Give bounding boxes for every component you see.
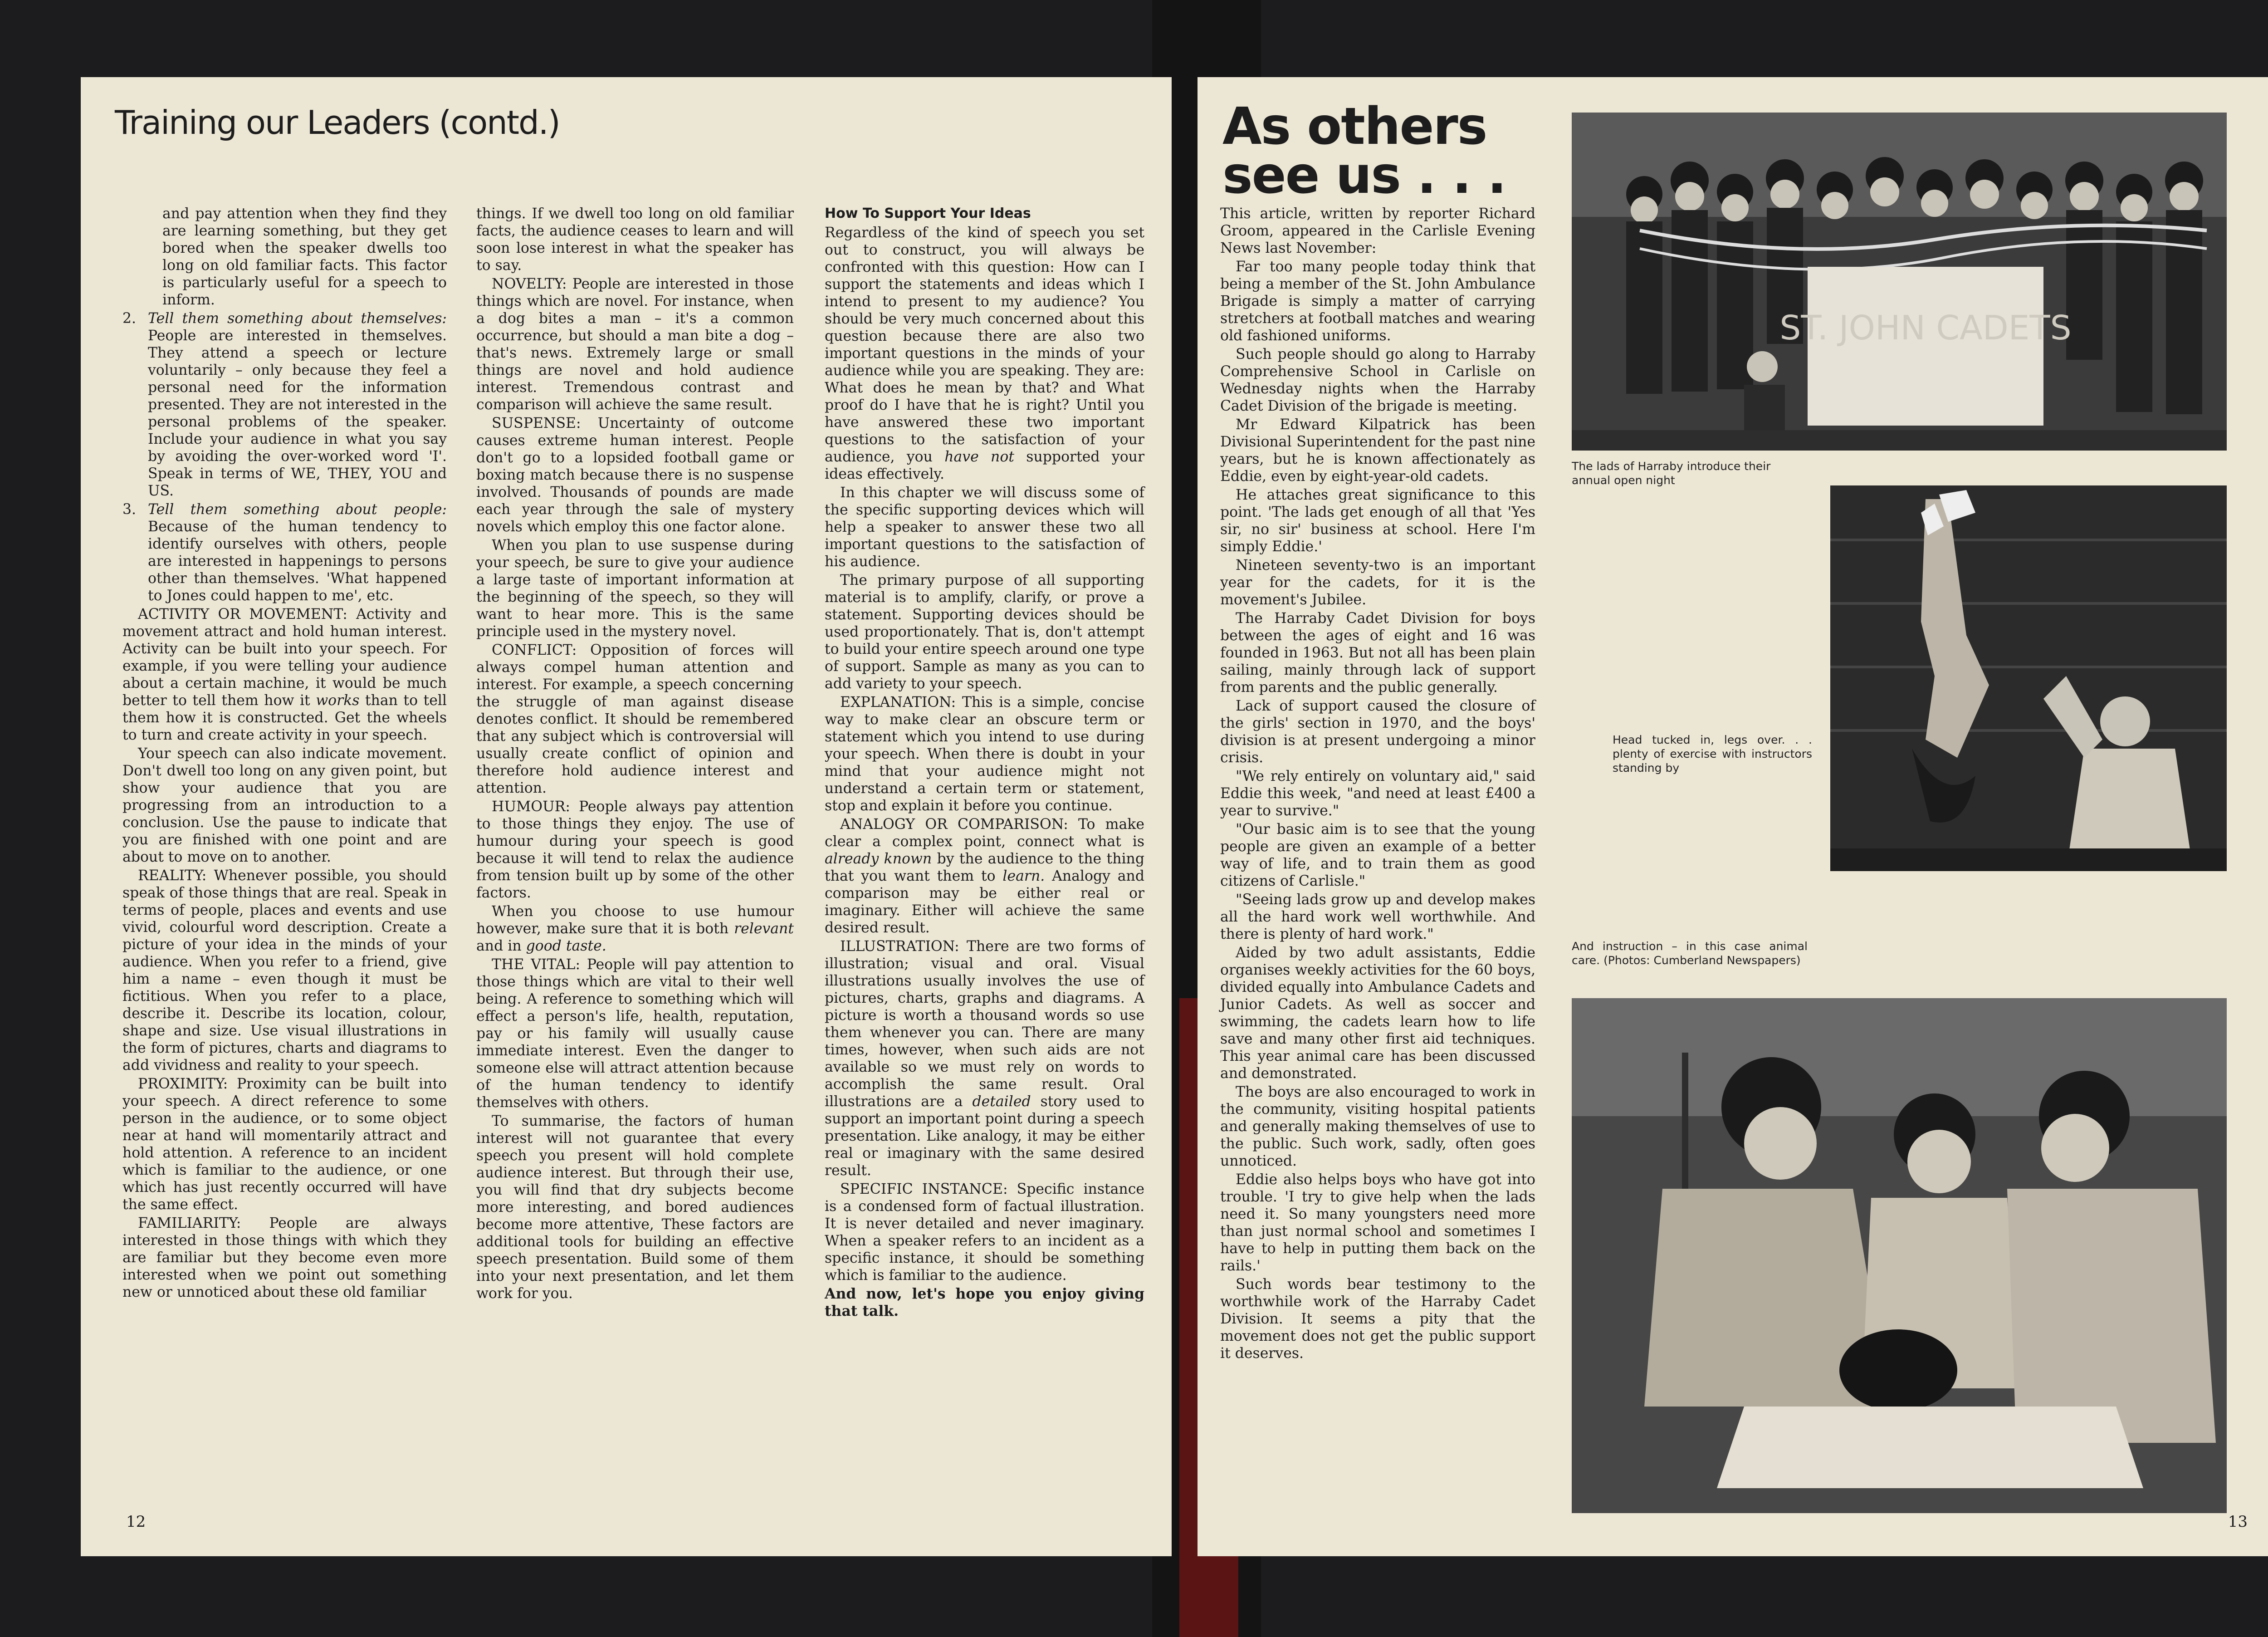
paragraph: Nineteen seventy-two is an important year for the cadets, for it is the movement's Jubilee. — [1220, 557, 1535, 608]
paragraph: When you choose to use humour however, make sure that it is both relevant and in good taste. — [476, 903, 794, 954]
paragraph: "We rely entirely on voluntary aid," said Eddie this week, "and need at least £400 a year to survive." — [1220, 768, 1535, 819]
paragraph: ILLUSTRATION: There are two forms of illustration; visual and oral. Visual illustrations usually involves the use of pictures, charts, graphs and diagrams. A picture is worth a thousand words so use them whenever you can. There are many times, however, when such aids are not available so we must rely on words to accomplish the same result. Oral illustrations are a detailed story used to support an important point during a speech presentation. Like analogy, it may be either real or imaginary with the same desired result. — [825, 938, 1145, 1179]
paragraph: ACTIVITY OR MOVEMENT: Activity and movement attract and hold human interest. Activity can be built into your speech. For example, if you were telling your audience about a certain machine, it would be much better to tell them how it works than to tell them how it is constructed. Get the wheels to turn and create activity in your speech. — [122, 606, 447, 743]
photo-cadets-group-image — [1572, 113, 2227, 451]
paragraph: and pay attention when they find they are learning something, but they get bored when the speaker dwells too long on old familiar facts. This factor is particularly useful for a speech to inform. — [162, 206, 447, 308]
left-page-title: Training our Leaders (contd.) — [115, 103, 560, 142]
caption-photo-2: Head tucked in, legs over. . . plenty of exercise with instructors standing by — [1613, 733, 1812, 774]
left-column-3 — [825, 205, 1144, 1321]
paragraph: "Seeing lads grow up and develop makes all the hard work well worthwhile. And there is plenty of hard work." — [1220, 892, 1535, 942]
paragraph: "Our basic aim is to see that the young people are given an example of a better way of life, and to train them as good citizens of Carlisle." — [1220, 821, 1535, 889]
article-column — [1220, 205, 1535, 1363]
paragraph: PROXIMITY: Proximity can be built into your speech. A direct reference to some person in the audience, or to some object near at hand will momentarily attract and hold attention. A reference to an incident which is familiar to the audience, or one which has just recently occurred will have the same effect. — [122, 1076, 447, 1213]
left-column-1 — [122, 205, 447, 1302]
list-number: 2. — [122, 310, 137, 327]
paragraph: CONFLICT: Opposition of forces will always compel human attention and interest. For example, a speech concerning the struggle of man against disease denotes conflict. It should be remembered that any subject which is controversial will usually create conflict of opinion and therefore hold audience interest and attention. — [476, 642, 794, 796]
paragraph: Such words bear testimony to the worthwhile work of the Harraby Cadet Division. It seems a pity that the movement does not get the public support it deserves. — [1220, 1276, 1535, 1362]
page-number: 12 — [126, 1513, 146, 1531]
paragraph: FAMILIARITY: People are always interested in those things with which they are familiar but they become even more interested when we point out something new or unnoticed about these old familiar — [122, 1215, 447, 1300]
paragraph: ANALOGY OR COMPARISON: To make clear a complex point, connect what is already known by the audience to the thing that you want them to learn. Analogy and comparison may be either real or imaginary. Either will achieve the same desired result. — [825, 816, 1145, 936]
title-line: As others — [1222, 97, 1487, 156]
paragraph: The Harraby Cadet Division for boys between the ages of eight and 16 was founded in 1963. But not all has been plain sailing, mainly through lack of support from parents and the public generally. — [1220, 610, 1535, 696]
banner-text: ST. JOHN CADETS — [1779, 309, 2072, 348]
paragraph: Lack of support caused the closure of the girls' section in 1970, and the boys' division is at present undergoing a minor crisis. — [1220, 698, 1535, 766]
list-lead: Tell them something about people: — [148, 501, 447, 518]
paragraph: EXPLANATION: This is a simple, concise way to make clear an obscure term or statement which you intend to use during your speech. When there is doubt in your mind that your audience might not understand a certain term or statement, stop and explain it before you continue. — [825, 694, 1144, 814]
paragraph: In this chapter we will discuss some of the specific supporting devices which will help a speaker to answer these two all important questions to the satisfaction of his audience. — [825, 485, 1144, 570]
paragraph: HUMOUR: People always pay attention to those things they enjoy. The use of humour during your speech is good because it will tend to relax the audience from tension built up by some of the other factors. — [476, 799, 794, 901]
photo-gymnastics-image — [1830, 485, 2227, 871]
paragraph: SPECIFIC INSTANCE: Specific instance is a condensed form of factual illustration. It is never detailed and never imaginary. When a speaker refers to an incident as a specific instance, it should be something which is familiar to the audience. — [825, 1181, 1144, 1284]
numbered-list — [122, 310, 447, 604]
left-page — [81, 77, 1172, 1556]
paragraph: Regardless of the kind of speech you set out to construct, you will always be confronted with this question: How can I support the statements and ideas which I intend to present to my audience? You should be very much concerned about this question because there are also two important questions in the minds of your audience while you are speaking. They are: What does he mean by that? and What proof do I have that he is right? Until you have answered these two important questions to the satisfaction of your audience, you have not supported your ideas effectively. — [825, 225, 1145, 482]
paragraph: Mr Edward Kilpatrick has been Divisional Superintendent for the past nine years, but he is known affectionately as Eddie, even by eight-year-old cadets. — [1220, 417, 1535, 485]
photo-animal-care-image — [1572, 998, 2227, 1513]
paragraph: When you plan to use suspense during your speech, be sure to give your audience a large taste of important information at the beginning of the speech, so they will want to hear more. This is the same principle used in the mystery novel. — [476, 537, 794, 640]
paragraph: Far too many people today think that being a member of the St. John Ambulance Brigade is simply a matter of carrying stretchers at football matches and wearing old fashioned uniforms. — [1220, 259, 1535, 344]
left-column-2 — [476, 205, 794, 1304]
paragraph: Aided by two adult assistants, Eddie organises weekly activities for the 60 boys, divided equally into Ambulance Cadets and Junior Cadets. As well as soccer and swimming, the cadets learn how to life save and many other first aid techniques. This year animal care has been discussed and demonstrated. — [1220, 945, 1535, 1082]
paragraph: NOVELTY: People are interested in those things which are novel. For instance, when a dog bites a man – it's a common occurrence, but should a man bite a dog – that's news. Extremely large or small things are novel and hold audience interest. Tremendous contrast and comparison will achieve the same result. — [476, 276, 794, 413]
paragraph: The boys are also encouraged to work in the community, visiting hospital patients and generally making themselves of use to the public. Such work, sadly, often goes unnoticed. — [1220, 1084, 1535, 1169]
paragraph: SUSPENSE: Uncertainty of outcome causes extreme human interest. People don't go to a lopsided football game or boxing match because there is no suspense involved. Thousands of pounds are made each year through the sale of mystery novels which employ this one factor alone. — [476, 415, 794, 535]
caption-photo-1: The lads of Harraby introduce their annual open night — [1572, 460, 1771, 487]
photo-cadets-group — [1572, 113, 2227, 451]
caption-photo-3: And instruction – in this case animal care. (Photos: Cumberland Newspapers) — [1572, 940, 1808, 967]
paragraph: Your speech can also indicate movement. Don't dwell too long on any given point, but show your audience that you are progressing from an introduction to a conclusion. Use the pause to indicate that you are finished with one point and are about to move on to another. — [122, 745, 447, 865]
list-item — [122, 310, 447, 500]
list-text: People are interested in themselves. They attend a speech or lecture voluntarily – only because they feel a personal need for the information presented. They are not interested in the personal problems of the speaker. Include your audience in what you say by avoiding the over-worked word 'I'. Speak in terms of WE, THEY, YOU and US. — [148, 328, 447, 499]
list-item — [122, 501, 447, 604]
right-page-title — [1222, 97, 1506, 205]
paragraph: The primary purpose of all supporting material is to amplify, clarify, or prove a statement. Supporting devices should be used proportionately. That is, don't attempt to build your entire speech around one type of support. Sample as many as you can to add variety to your speech. — [825, 572, 1144, 692]
list-number: 3. — [122, 501, 137, 518]
paragraph: things. If we dwell too long on old familiar facts, the audience ceases to learn and will soon lose interest in what the speaker has to say. — [476, 206, 794, 274]
title-line: see us . . . — [1222, 146, 1506, 205]
paragraph: Such people should go along to Harraby Comprehensive School in Carlisle on Wednesday nights when the Harraby Cadet Division of the brigade is meeting. — [1220, 346, 1535, 414]
paragraph: THE VITAL: People will pay attention to those things which are vital to their well being. A reference to something which will effect a person's life, health, reputation, pay or his family will usually cause immediate interest. Even the danger to someone else will attract attention because of the human tendency to identify themselves with others. — [476, 956, 794, 1111]
paragraph: He attaches great significance to this point. 'The lads get enough of all that 'Yes sir, no sir' business at school. Here I'm simply Eddie.' — [1220, 487, 1535, 555]
photo-animal-care — [1572, 998, 2227, 1513]
list-text: Because of the human tendency to identify ourselves with others, people are interested in happenings to persons other than themselves. 'What happened to Jones could happen to me', etc. — [148, 519, 447, 604]
section-subhead: How To Support Your Ideas — [825, 206, 1031, 221]
paragraph: REALITY: Whenever possible, you should speak of those things that are real. Speak in terms of people, places and events and use vivid, colourful word description. Create a picture of your idea in the minds of your audience. When you refer to a friend, give him a name – even though it must be fictitious. When you refer to a place, describe it. Describe its location, colour, shape and size. Use visual illustrations in the form of pictures, charts and diagrams to add vividness and reality to your speech. — [122, 868, 447, 1073]
right-page — [1198, 77, 2268, 1556]
paragraph: To summarise, the factors of human interest will not guarantee that every speech you present will hold complete audience interest. But through their use, you will find that dry subjects become more interesting, and bored audiences become more attentive, These factors are additional tools for building an effective speech presentation. Build some of them into your next presentation, and let them work for you. — [476, 1113, 794, 1302]
closing-line: And now, let's hope you enjoy giving that talk. — [825, 1285, 1144, 1319]
page-number: 13 — [2228, 1513, 2248, 1531]
paragraph: This article, written by reporter Richard Groom, appeared in the Carlisle Evening News last November: — [1220, 206, 1535, 256]
paragraph: Eddie also helps boys who have got into trouble. 'I try to give help when the lads need it. So many youngsters need more than just normal school and sometimes I have to help in putting them back on the rails.' — [1220, 1171, 1535, 1274]
list-lead: Tell them something about themselves: — [148, 310, 447, 327]
photo-gymnastics — [1830, 485, 2227, 871]
